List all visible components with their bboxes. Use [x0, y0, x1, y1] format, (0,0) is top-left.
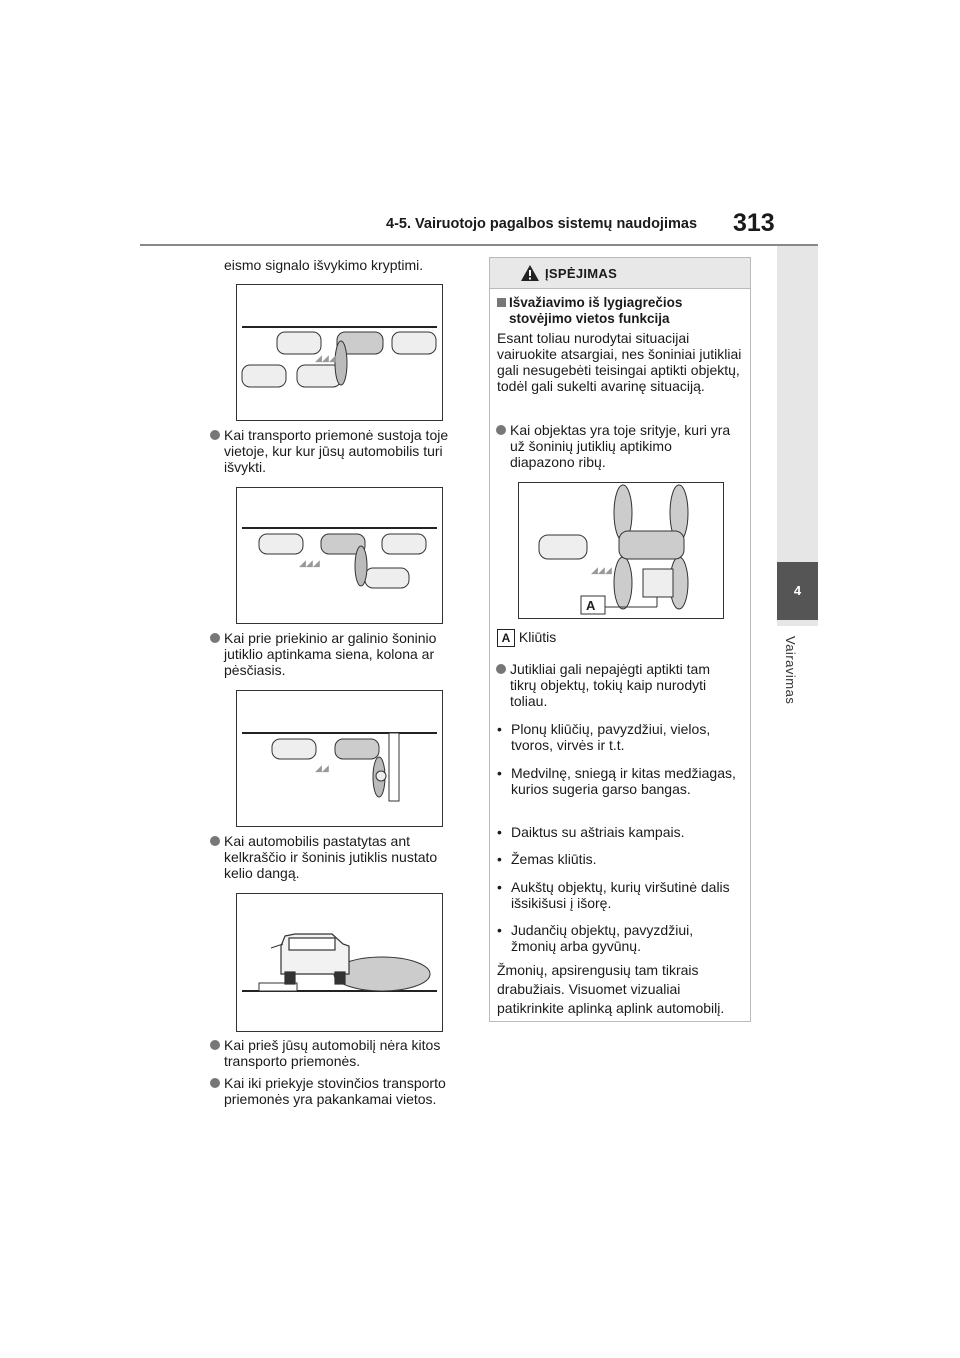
square-bullet-icon: [497, 298, 506, 307]
dash-item: • Aukštų objektų, kurių viršutinė dalis išsikišusi į išorę.: [497, 879, 730, 911]
bullet-dot-icon: [496, 664, 506, 674]
svg-text:◢◢◢: ◢◢◢: [315, 353, 336, 363]
warning-title: ĮSPĖJIMAS: [545, 266, 618, 281]
label-a-box: A: [497, 629, 515, 647]
svg-text:◢◢◢: ◢◢◢: [591, 565, 612, 575]
figure-wall-pillar: [236, 690, 443, 827]
section-title: 4-5. Vairuotojo pagalbos sistemų naudojimas: [386, 216, 698, 232]
label-a-legend: [497, 629, 742, 647]
warning-bullet: Jutikliai gali nepajėgti aptikti tam tikrų objektų, tokių kaip nurodyti toliau.: [510, 661, 738, 709]
bullet-dot-icon: [210, 1078, 220, 1088]
svg-text:◢◢◢: ◢◢◢: [299, 558, 320, 568]
chapter-tab-number: 4: [777, 562, 818, 620]
figure-sensor-range: [518, 482, 724, 619]
bullet-item: Kai iki priekyje stovinčios transporto priemonės yra pakankamai vietos.: [224, 1075, 456, 1107]
page-number: 313: [733, 209, 775, 237]
bullet-dot-icon: [210, 430, 220, 440]
intro-text: eismo signalo išvykimo kryptimi.: [224, 257, 424, 273]
bullet-dot-icon: [210, 633, 220, 643]
header-rule: [140, 244, 818, 246]
bullet-dot-icon: [496, 425, 506, 435]
bullet-item: Kai prieš jūsų automobilį nėra kitos transporto priemonės.: [224, 1037, 456, 1069]
dash-item: • Plonų kliūčių, pavyzdžiui, vielos, tvoros, virvės ir t.t.: [497, 721, 711, 753]
figure-label-a: A: [586, 598, 596, 613]
bullet-item: Kai prie priekinio ar galinio šoninio jutiklio aptinkama siena, kolona ar pėsčiasis.: [224, 630, 456, 678]
figure-parallel-cars-2: [236, 487, 443, 624]
bullet-dot-icon: [210, 836, 220, 846]
dash-item: • Žemas kliūtis.: [497, 851, 597, 867]
warning-triangle-icon: [520, 264, 540, 282]
label-a-text: Kliūtis: [518, 629, 557, 645]
warning-closing: Žmonių, apsirengusių tam tikrais drabužiais. Visuomet vizualiai patikrinkite aplinką aplink automobilį.: [497, 962, 725, 1016]
warning-subtitle: Išvažiavimo iš lygiagrečios stovėjimo vietos funkcija: [497, 295, 742, 327]
chapter-tab-label: Vairavimas: [783, 636, 798, 705]
dash-item: • Medvilnę, sniegą ir kitas medžiagas, kurios sugeria garso bangas.: [497, 765, 736, 797]
bullet-item: Kai transporto priemonė sustoja toje vietoje, kur kur jūsų automobilis turi išvykti.: [224, 427, 456, 475]
warning-box: [489, 257, 751, 1022]
warning-bullet: Kai objektas yra toje srityje, kuri yra už šoninių jutiklių aptikimo diapazono ribų.: [510, 422, 738, 470]
bullet-dot-icon: [210, 1040, 220, 1050]
figure-parallel-cars-1: [236, 284, 443, 421]
dash-item: • Judančių objektų, pavyzdžiui, žmonių arba gyvūnų.: [497, 922, 694, 954]
bullet-item: Kai automobilis pastatytas ant kelkraščio ir šoninis jutiklis nustato kelio dangą.: [224, 833, 456, 881]
dash-item: • Daiktus su aštriais kampais.: [497, 824, 685, 840]
figure-curb: [236, 893, 443, 1032]
warning-paragraph: Esant toliau nurodytai situacijai vairuokite atsargiai, nes šoniniai jutikliai gali nesugebėti teisingai aptikti objektų, todėl gali sukelti avarinę situaciją.: [497, 330, 742, 394]
warning-header: [490, 258, 750, 289]
svg-text:◢◢: ◢◢: [315, 763, 329, 773]
